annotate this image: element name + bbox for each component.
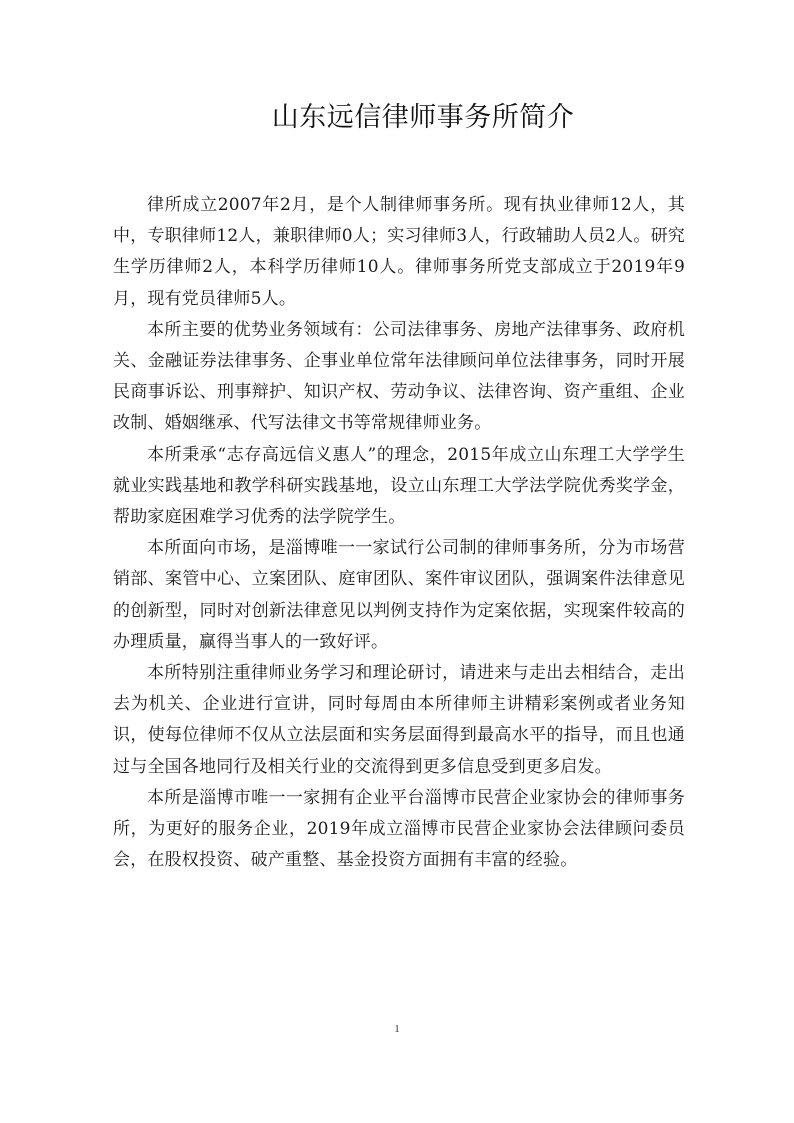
paragraph-training: 本所特别注重律师业务学习和理论研讨，请进来与走出去相结合，走出去为机关、企业进行宣讲，同时每周由本所律师主讲精彩案例或者业务知识，使每位律师不仅从立法层面和实务层面得到最高水平的指导，而且也通过与全国各地同行及相关行业的交流得到更多信息受到更多启发。: [113, 663, 685, 777]
paragraph-practice-areas: 本所主要的优势业务领域有：公司法律事务、房地产法律事务、政府机关、金融证券法律事务、企事业单位常年法律顾问单位法律事务，同时开展民商事诉讼、刑事辩护、知识产权、劳动争议、法律咨询、资产重组、企业改制、婚姻继承、代写法律文书等常规律师业务。: [113, 319, 685, 434]
document-body: [113, 190, 685, 876]
document-title: 山东远信律师事务所简介: [271, 102, 575, 133]
paragraph-firm-overview: 律所成立2007年2月，是个人制律师事务所。现有执业律师12人，其中，专职律师12人，兼职律师0人；实习律师3人，行政辅助人员2人。研究生学历律师2人，本科学历律师10人。律师事务所党支部成立于2019年9月，现有党员律师5人。: [113, 195, 685, 309]
paragraph-enterprise-association: 本所是淄博市唯一一家拥有企业平台淄博市民营企业家协会的律师事务所，为更好的服务企业，2019年成立淄博市民营企业家协会法律顾问委员会，在股权投资、破产重整、基金投资方面拥有丰富的经验。: [113, 787, 685, 871]
page-number: 1: [394, 1023, 400, 1035]
paragraph-organization: 本所面向市场，是淄博唯一一家试行公司制的律师事务所，分为市场营销部、案管中心、立案团队、庭审团队、案件审议团队，强调案件法律意见的创新型，同时对创新法律意见以判例支持作为定案依据，实现案件较高的办理质量，赢得当事人的一致好评。: [113, 538, 685, 652]
paragraph-philosophy: 本所秉承“志存高远信义惠人”的理念，2015年成立山东理工大学学生就业实践基地和教学科研实践基地，设立山东理工大学法学院优秀奖学金，帮助家庭困难学习优秀的法学院学生。: [113, 444, 685, 528]
